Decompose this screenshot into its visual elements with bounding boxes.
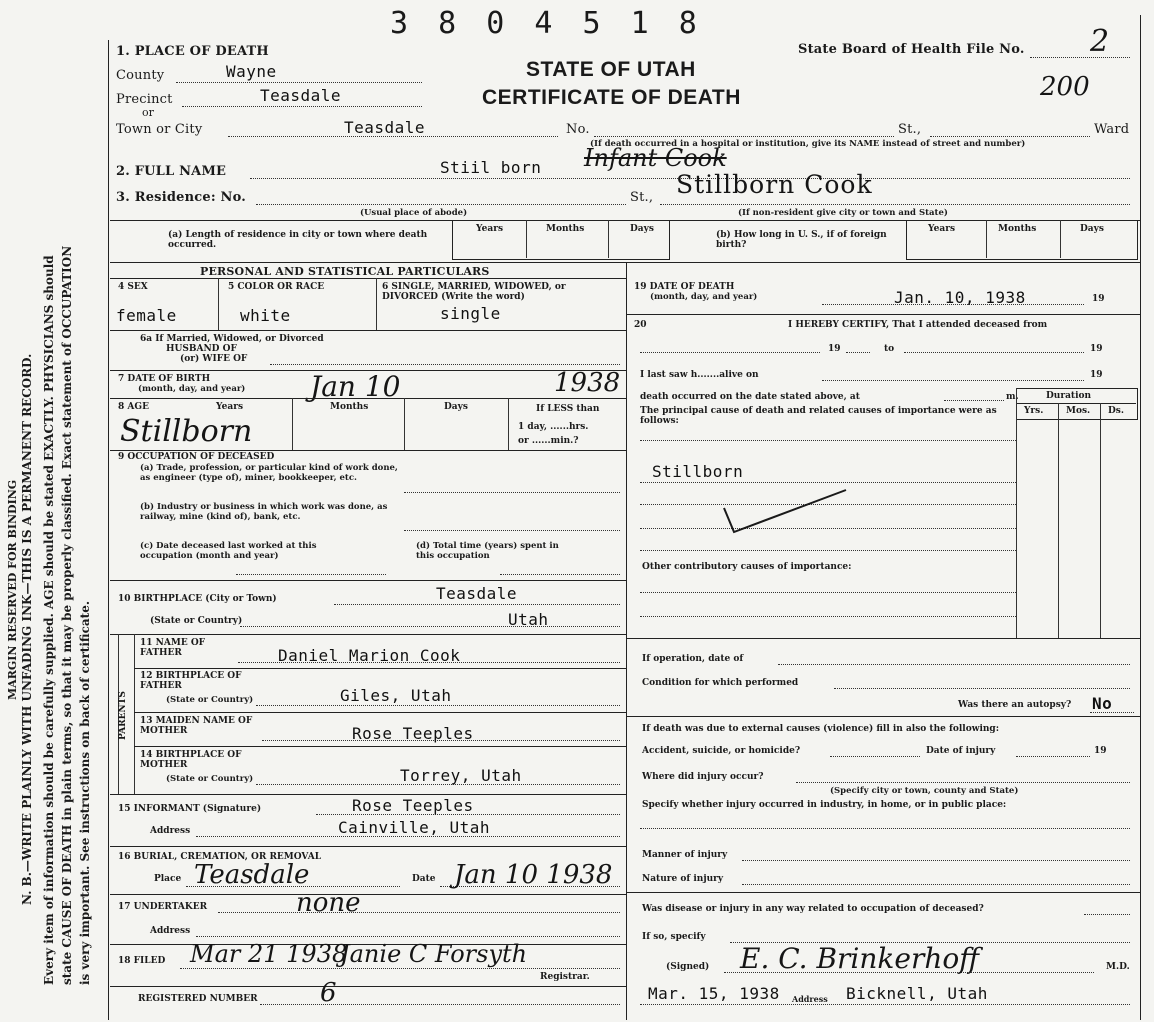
personal-section-title: PERSONAL AND STATISTICAL PARTICULARS [200, 265, 490, 278]
occupation-d: (d) Total time (years) spent in this occupation [416, 541, 559, 561]
hospital-note: (If death occurred in a hospital or institution, give its NAME instead of street and number) [590, 139, 1026, 149]
age-handwritten: Stillborn [120, 414, 253, 449]
margin-instructions-2: state CAUSE OF DEATH in plain terms, so that it may be properly classified. Exact statement of OCCUPATION [60, 245, 74, 985]
date-injury-19: 19 [1094, 746, 1107, 756]
margin-instructions-3: is very important. See instructions on back of certificate. [78, 600, 92, 985]
md-label: M.D. [1106, 962, 1130, 972]
local-file-number: 200 [1040, 72, 1090, 102]
length-months: Months [546, 224, 585, 234]
death-date-sub: (month, day, and year) [650, 292, 758, 302]
external-causes-label: If death was due to external causes (violence) fill in also the following: [642, 724, 1000, 734]
duration-yrs: Yrs. [1024, 406, 1044, 416]
death-date-year-suffix: 19 [1092, 294, 1105, 304]
mother-birthplace: Torrey, Utah [400, 766, 522, 785]
cause-checkmark [720, 488, 850, 536]
burial-place-label: Place [154, 874, 182, 884]
board-file-label: State Board of Health File No. [798, 42, 1025, 57]
duration-label: Duration [1046, 391, 1092, 401]
certify-19b: 19 [1090, 344, 1103, 354]
informant-address-label: Address [150, 826, 191, 836]
st-label: St., [898, 122, 922, 137]
residence-label: 3. Residence: No. [116, 190, 247, 205]
certify-19a: 19 [828, 344, 841, 354]
less-day-hrs: 1 day, ......hrs. [518, 422, 589, 432]
age-months-label: Months [330, 402, 369, 412]
full-name-typed: Stiil born [440, 158, 542, 177]
certificate-title: CERTIFICATE OF DEATH [482, 86, 741, 109]
father-name-label: 11 NAME OF FATHER [140, 638, 206, 658]
burial-label: 16 BURIAL, CREMATION, OR REMOVAL [118, 852, 322, 862]
informant-label: 15 INFORMANT (Signature) [118, 804, 262, 814]
column-divider [626, 262, 627, 1020]
residence-st-label: St., [630, 190, 654, 205]
registered-number: 6 [320, 978, 337, 1008]
full-name-label: 2. FULL NAME [116, 164, 227, 179]
ward-label: Ward [1094, 122, 1130, 137]
father-birthplace-label: 12 BIRTHPLACE OF FATHER [140, 671, 242, 691]
occupation-label: 9 OCCUPATION OF DECEASED [118, 452, 275, 462]
specify-city-note: (Specify city or town, county and State) [830, 786, 1019, 796]
signed-label: (Signed) [666, 962, 710, 972]
dob-handwritten: Jan 10 [310, 370, 401, 403]
state-title: STATE OF UTAH [526, 58, 696, 81]
physician-signature: E. C. Brinkerhoff [740, 942, 980, 975]
signature-address: Bicknell, Utah [846, 984, 988, 1003]
death-date-label: 19 DATE OF DEATH [634, 282, 735, 292]
age-label: 8 AGE [118, 402, 149, 412]
marital-label: 6 SINGLE, MARRIED, WIDOWED, or DIVORCED (Write the word) [382, 282, 566, 302]
mother-birthplace-sub: (State or Country) [166, 774, 254, 784]
age-days-label: Days [444, 402, 468, 412]
age-years-label: Years [216, 402, 244, 412]
dob-sub: (month, day, and year) [138, 384, 246, 394]
mother-name-label: 13 MAIDEN NAME OF MOTHER [140, 716, 253, 736]
or-label: or [142, 106, 154, 119]
informant-name: Rose Teeples [352, 796, 474, 815]
date-injury-label: Date of injury [926, 746, 996, 756]
length-days: Days [630, 224, 654, 234]
us-days: Days [1080, 224, 1104, 234]
specify-whether-label: Specify whether injury occurred in industry, in home, or in public place: [642, 800, 1007, 810]
marital-value: single [440, 304, 501, 323]
certify-number: 20 [634, 320, 647, 330]
less-than-label: If LESS than [536, 404, 600, 414]
registrar-signature: Janie C Forsyth [340, 940, 528, 968]
cause-of-death: Stillborn [652, 462, 744, 481]
parents-side-label: PARENTS [118, 691, 128, 740]
undertaker-value: none [296, 888, 361, 918]
spouse-label-3: (or) WIFE OF [180, 354, 248, 364]
burial-date: Jan 10 1938 [454, 860, 613, 890]
if-so-label: If so, specify [642, 932, 706, 942]
operation-label: If operation, date of [642, 654, 744, 664]
father-name: Daniel Marion Cook [278, 646, 461, 665]
precinct-value: Teasdale [260, 86, 342, 105]
spouse-label-1: 6a If Married, Widowed, or Divorced [140, 334, 324, 344]
occupation-related-label: Was disease or injury in any way related to occupation of deceased? [642, 904, 984, 914]
last-saw-label: I last saw h.......alive on [640, 370, 759, 380]
mother-name: Rose Teeples [352, 724, 474, 743]
full-name-handwritten: Stillborn Cook [676, 170, 873, 199]
manner-label: Manner of injury [642, 850, 728, 860]
spouse-label-2: HUSBAND OF [166, 344, 237, 354]
birthplace-city: Teasdale [436, 584, 518, 603]
length-residence-label: (a) Length of residence in city or town where death occurred. [168, 230, 428, 250]
less-or-min: or ......min.? [518, 436, 579, 446]
color-label: 5 COLOR OR RACE [228, 282, 325, 292]
autopsy-label: Was there an autopsy? [958, 700, 1072, 710]
certify-text: I HEREBY CERTIFY, That I attended deceased from [788, 320, 1048, 330]
filed-label: 18 FILED [118, 956, 166, 966]
birthplace-state: Utah [508, 610, 549, 629]
duration-ds: Ds. [1108, 406, 1125, 416]
registrar-label: Registrar. [540, 972, 590, 982]
sex-label: 4 SEX [118, 282, 148, 292]
margin-permanent-record: N. B.—WRITE PLAINLY WITH UNFADING INK—THIS IS A PERMANENT RECORD. [20, 353, 34, 905]
father-birthplace-sub: (State or Country) [166, 695, 254, 705]
burial-place: Teasdale [194, 860, 310, 890]
nature-label: Nature of injury [642, 874, 724, 884]
length-years: Years [476, 224, 504, 234]
birthplace-label: 10 BIRTHPLACE (City or Town) [118, 594, 277, 604]
full-name-struck: Infant Cook [584, 144, 727, 172]
registered-number-label: REGISTERED NUMBER [138, 994, 258, 1004]
county-value: Wayne [226, 62, 277, 81]
burial-date-label: Date [412, 874, 436, 884]
informant-address: Cainville, Utah [338, 818, 490, 837]
death-date: Jan. 10, 1938 [894, 288, 1026, 307]
town-value: Teasdale [344, 118, 426, 137]
margin-instructions-1: Every item of information should be carefully supplied. AGE should be stated EXACTLY. PHYSICIANS should [42, 255, 56, 985]
accident-label: Accident, suicide, or homicide? [642, 746, 801, 756]
occurred-label: death occurred on the date stated above, at [640, 392, 860, 402]
form-left-border [108, 40, 109, 1020]
other-causes-label: Other contributory causes of importance: [642, 562, 852, 572]
undertaker-address-label: Address [150, 926, 191, 936]
occupation-b: (b) Industry or business in which work was done, as railway, mine (kind of), bank, etc. [140, 502, 388, 522]
color-value: white [240, 306, 291, 325]
precinct-label: Precinct [116, 92, 173, 107]
us-months: Months [998, 224, 1037, 234]
last-saw-19: 19 [1090, 370, 1103, 380]
father-birthplace: Giles, Utah [340, 686, 452, 705]
undertaker-label: 17 UNDERTAKER [118, 902, 208, 912]
county-label: County [116, 68, 165, 83]
town-label: Town or City [116, 122, 203, 137]
certify-to: to [884, 344, 895, 354]
form-right-border [1140, 15, 1141, 1020]
usual-abode-note: (Usual place of abode) [360, 208, 468, 218]
mother-birthplace-label: 14 BIRTHPLACE OF MOTHER [140, 750, 242, 770]
duration-mos: Mos. [1066, 406, 1091, 416]
principal-cause-label: The principal cause of death and related causes of importance were as follows: [640, 406, 997, 426]
dob-label: 7 DATE OF BIRTH [118, 374, 211, 384]
dob-year: 1938 [554, 368, 621, 398]
us-years: Years [928, 224, 956, 234]
margin-binding-note: MARGIN RESERVED FOR BINDING [6, 479, 19, 700]
serial-number: 3 8 0 4 5 1 8 [390, 6, 703, 41]
occupation-a: (a) Trade, profession, or particular kind of work done, as engineer (type of), miner, bookkeeper, etc. [140, 463, 398, 483]
filed-date: Mar 21 1938 [190, 940, 348, 968]
board-file-number: 2 [1090, 24, 1110, 59]
where-injury-label: Where did injury occur? [642, 772, 764, 782]
nonresident-note: (If non-resident give city or town and State) [738, 208, 948, 218]
signature-date: Mar. 15, 1938 [648, 984, 780, 1003]
occurred-m: m. [1006, 392, 1019, 402]
sex-value: female [116, 306, 177, 325]
autopsy-answer: No [1092, 694, 1113, 713]
signature-address-label: Address [792, 994, 828, 1004]
place-of-death-label: 1. PLACE OF DEATH [116, 44, 269, 59]
no-label: No. [566, 122, 590, 137]
birthplace-state-label: (State or Country) [150, 616, 243, 626]
condition-label: Condition for which performed [642, 678, 799, 688]
occupation-c: (c) Date deceased last worked at this occupation (month and year) [140, 541, 317, 561]
how-long-us-label: (b) How long in U. S., if of foreign birth? [716, 230, 887, 250]
